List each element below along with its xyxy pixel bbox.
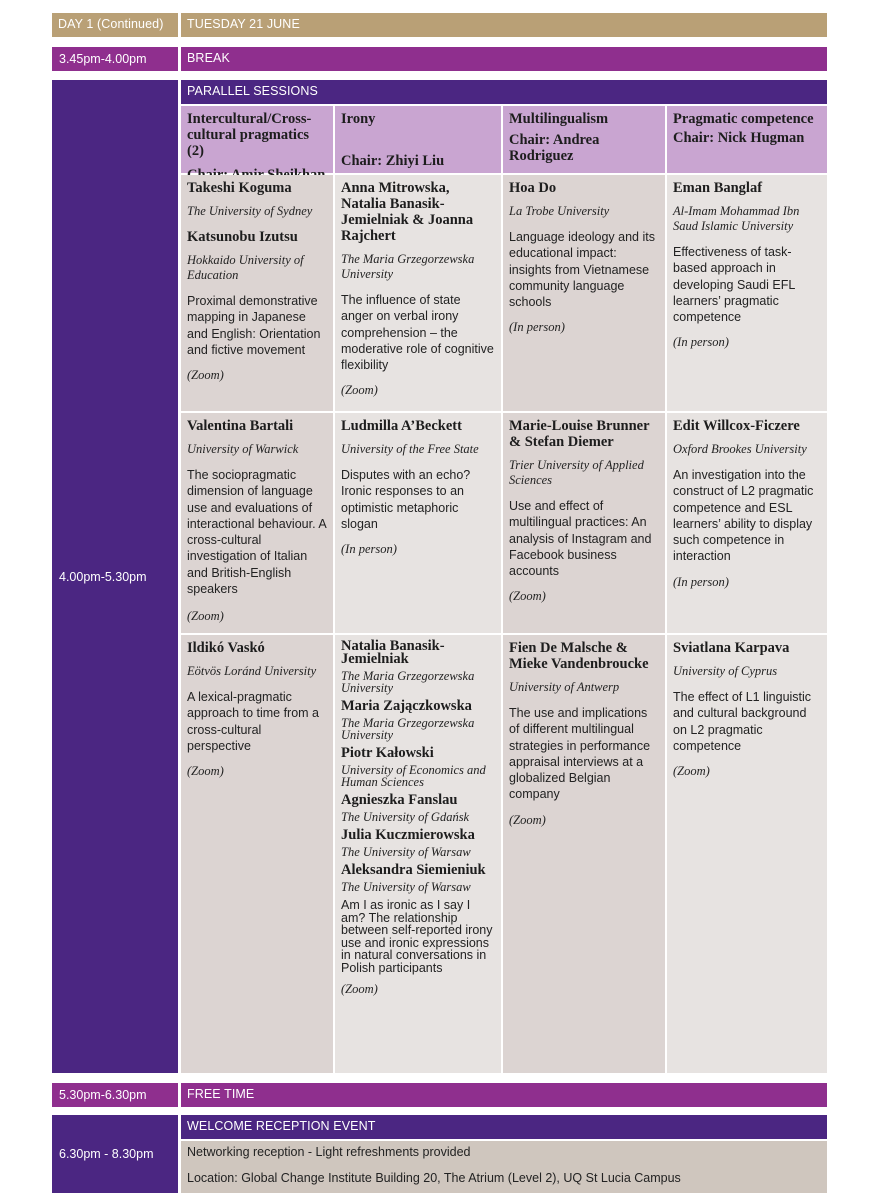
delivery-mode: (Zoom) — [673, 764, 710, 779]
track-header-pragmatic-competence — [667, 106, 827, 173]
session-cell-r3-c2 — [335, 635, 501, 1073]
talk-title: The use and implications of different multilingual strategies in performance appraisal interviews at a globalized Belgian company — [509, 706, 651, 802]
presenter-name: Agnieszka Fanslau — [341, 792, 458, 808]
presenter-name: Marie-Louise Brunner & Stefan Diemer — [509, 418, 650, 450]
track-chair: Chair: Zhiyi Liu — [341, 153, 445, 169]
talk-title: Proximal demonstrative mapping in Japanese and English: Orientation and fictive movement — [187, 294, 321, 357]
delivery-mode: (Zoom) — [509, 812, 546, 827]
delivery-mode: (In person) — [673, 574, 729, 589]
presenter-affiliation: University of Economics and Human Sciences — [341, 763, 486, 789]
reception-line-1: Networking reception - Light refreshments provided — [187, 1145, 471, 1159]
session-cell-r1-c3 — [503, 175, 665, 411]
presenter-name: Fien De Malsche & Mieke Vandenbroucke — [509, 640, 649, 672]
presenter-name: Piotr Kałowski — [341, 745, 434, 761]
talk-title: The sociopragmatic dimension of language use and evaluations of interactional behaviour. A cross-cultural investigation of Italian and British-English speakers — [187, 468, 326, 597]
session-cell-r1-c2 — [335, 175, 501, 411]
session-cell-r1-c4 — [667, 175, 827, 411]
presenter-affiliation: University of Cyprus — [673, 664, 778, 678]
parallel-title: PARALLEL SESSIONS — [181, 80, 827, 104]
free-time-time: 5.30pm-6.30pm — [52, 1083, 178, 1107]
session-cell-r2-c1 — [181, 413, 333, 633]
break-time: 3.45pm-4.00pm — [52, 47, 178, 71]
track-header-irony — [335, 106, 501, 173]
presenter-name: Edit Willcox-Ficzere — [673, 418, 800, 434]
talk-title: Language ideology and its educational impact: insights from Vietnamese community language schools — [509, 230, 655, 310]
talk-title: A lexical-pragmatic approach to time from a cross-cultural perspective — [187, 690, 320, 753]
delivery-mode: (In person) — [673, 335, 729, 350]
presenter-affiliation: The Maria Grzegorzewska University — [341, 669, 475, 695]
presenter-name: Hoa Do — [509, 180, 557, 196]
date-label: TUESDAY 21 JUNE — [181, 13, 827, 37]
delivery-mode: (Zoom) — [187, 609, 224, 624]
session-cell-r2-c3 — [503, 413, 665, 633]
reception-title: WELCOME RECEPTION EVENT — [181, 1115, 827, 1139]
talk-title: The influence of state anger on verbal irony comprehension – the moderative role of cognitive flexibility — [341, 293, 494, 373]
presenter-affiliation: University of the Free State — [341, 442, 479, 456]
delivery-mode: (Zoom) — [341, 383, 378, 398]
session-cell-r2-c4 — [667, 413, 827, 633]
track-chair: Chair: Andrea Rodriguez — [509, 132, 600, 164]
session-cell-r1-c1 — [181, 175, 333, 411]
presenter-affiliation: Trier University of Applied Sciences — [509, 458, 644, 487]
session-cell-r2-c2 — [335, 413, 501, 633]
parallel-time: 4.00pm-5.30pm — [52, 80, 178, 1073]
presenter-affiliation: University of Warwick — [187, 442, 299, 456]
track-title: Pragmatic competence — [673, 111, 814, 127]
delivery-mode: (In person) — [509, 320, 565, 335]
delivery-mode: (Zoom) — [509, 589, 546, 604]
reception-details — [181, 1141, 827, 1193]
presenter-affiliation: The Maria Grzegorzewska University — [341, 716, 475, 742]
presenter-affiliation: The Maria Grzegorzewska University — [341, 252, 475, 281]
presenter-affiliation: Hokkaido University of Education — [187, 253, 304, 282]
track-title: Irony — [341, 111, 376, 127]
presenter-affiliation: University of Antwerp — [509, 680, 620, 694]
presenter-name: Katsunobu Izutsu — [187, 229, 298, 245]
presenter-affiliation: The University of Sydney — [187, 204, 313, 218]
presenter-affiliation: La Trobe University — [509, 204, 610, 218]
presenter-affiliation: The University of Warsaw — [341, 845, 471, 859]
talk-title: Am I as ironic as I say I am? The relationship between self-reported irony use and ironic expressions in natural conversations in Polish participants — [341, 898, 493, 975]
presenter-name: Aleksandra Siemieniuk — [341, 862, 486, 878]
talk-title: The effect of L1 linguistic and cultural background on L2 pragmatic competence — [673, 690, 812, 753]
track-header-intercultural — [181, 106, 333, 173]
track-title: Intercultural/Cross-cultural pragmatics (2) — [187, 111, 312, 159]
track-title: Multilingualism — [509, 111, 609, 127]
reception-time: 6.30pm - 8.30pm — [52, 1115, 178, 1193]
free-time-label: FREE TIME — [181, 1083, 827, 1107]
presenter-name: Sviatlana Karpava — [673, 640, 790, 656]
presenter-name: Valentina Bartali — [187, 418, 294, 434]
talk-title: Effectiveness of task-based approach in developing Saudi EFL learners’ pragmatic competence — [673, 245, 795, 325]
day-label: DAY 1 (Continued) — [52, 13, 178, 37]
track-header-multilingualism — [503, 106, 665, 173]
presenter-name: Ildikó Vaskó — [187, 640, 265, 656]
presenter-name: Julia Kuczmierowska — [341, 827, 475, 843]
presenter-name: Maria Zajączkowska — [341, 698, 472, 714]
presenter-affiliation: Eötvös Loránd University — [187, 664, 317, 678]
presenter-name: Natalia Banasik-Jemielniak — [341, 638, 445, 667]
presenter-name: Anna Mitrowska, Natalia Banasik-Jemielniak & Joanna Rajchert — [341, 180, 474, 244]
presenter-name: Takeshi Koguma — [187, 180, 292, 196]
session-cell-r3-c3 — [503, 635, 665, 1073]
presenter-affiliation: The University of Warsaw — [341, 880, 471, 894]
session-cell-r3-c1 — [181, 635, 333, 1073]
talk-title: Disputes with an echo? Ironic responses to an optimistic metaphoric slogan — [341, 468, 471, 531]
presenter-affiliation: Al-Imam Mohammad Ibn Saud Islamic University — [673, 204, 800, 233]
delivery-mode: (In person) — [341, 542, 397, 557]
session-cell-r3-c4 — [667, 635, 827, 1073]
presenter-name: Ludmilla A’Beckett — [341, 418, 462, 434]
talk-title: An investigation into the construct of L2 pragmatic competence and ESL learners’ ability to display such competence in interaction — [673, 468, 814, 564]
track-chair: Chair: Nick Hugman — [673, 130, 805, 146]
delivery-mode: (Zoom) — [341, 982, 378, 996]
reception-line-2: Location: Global Change Institute Building 20, The Atrium (Level 2), UQ St Lucia Campus — [187, 1171, 681, 1185]
presenter-affiliation: The University of Gdańsk — [341, 810, 470, 824]
talk-title: Use and effect of multilingual practices: An analysis of Instagram and Facebook business accounts — [509, 499, 652, 579]
delivery-mode: (Zoom) — [187, 764, 224, 779]
break-label: BREAK — [181, 47, 827, 71]
presenter-affiliation: Oxford Brookes University — [673, 442, 807, 456]
presenter-name: Eman Banglaf — [673, 180, 763, 196]
delivery-mode: (Zoom) — [187, 368, 224, 383]
